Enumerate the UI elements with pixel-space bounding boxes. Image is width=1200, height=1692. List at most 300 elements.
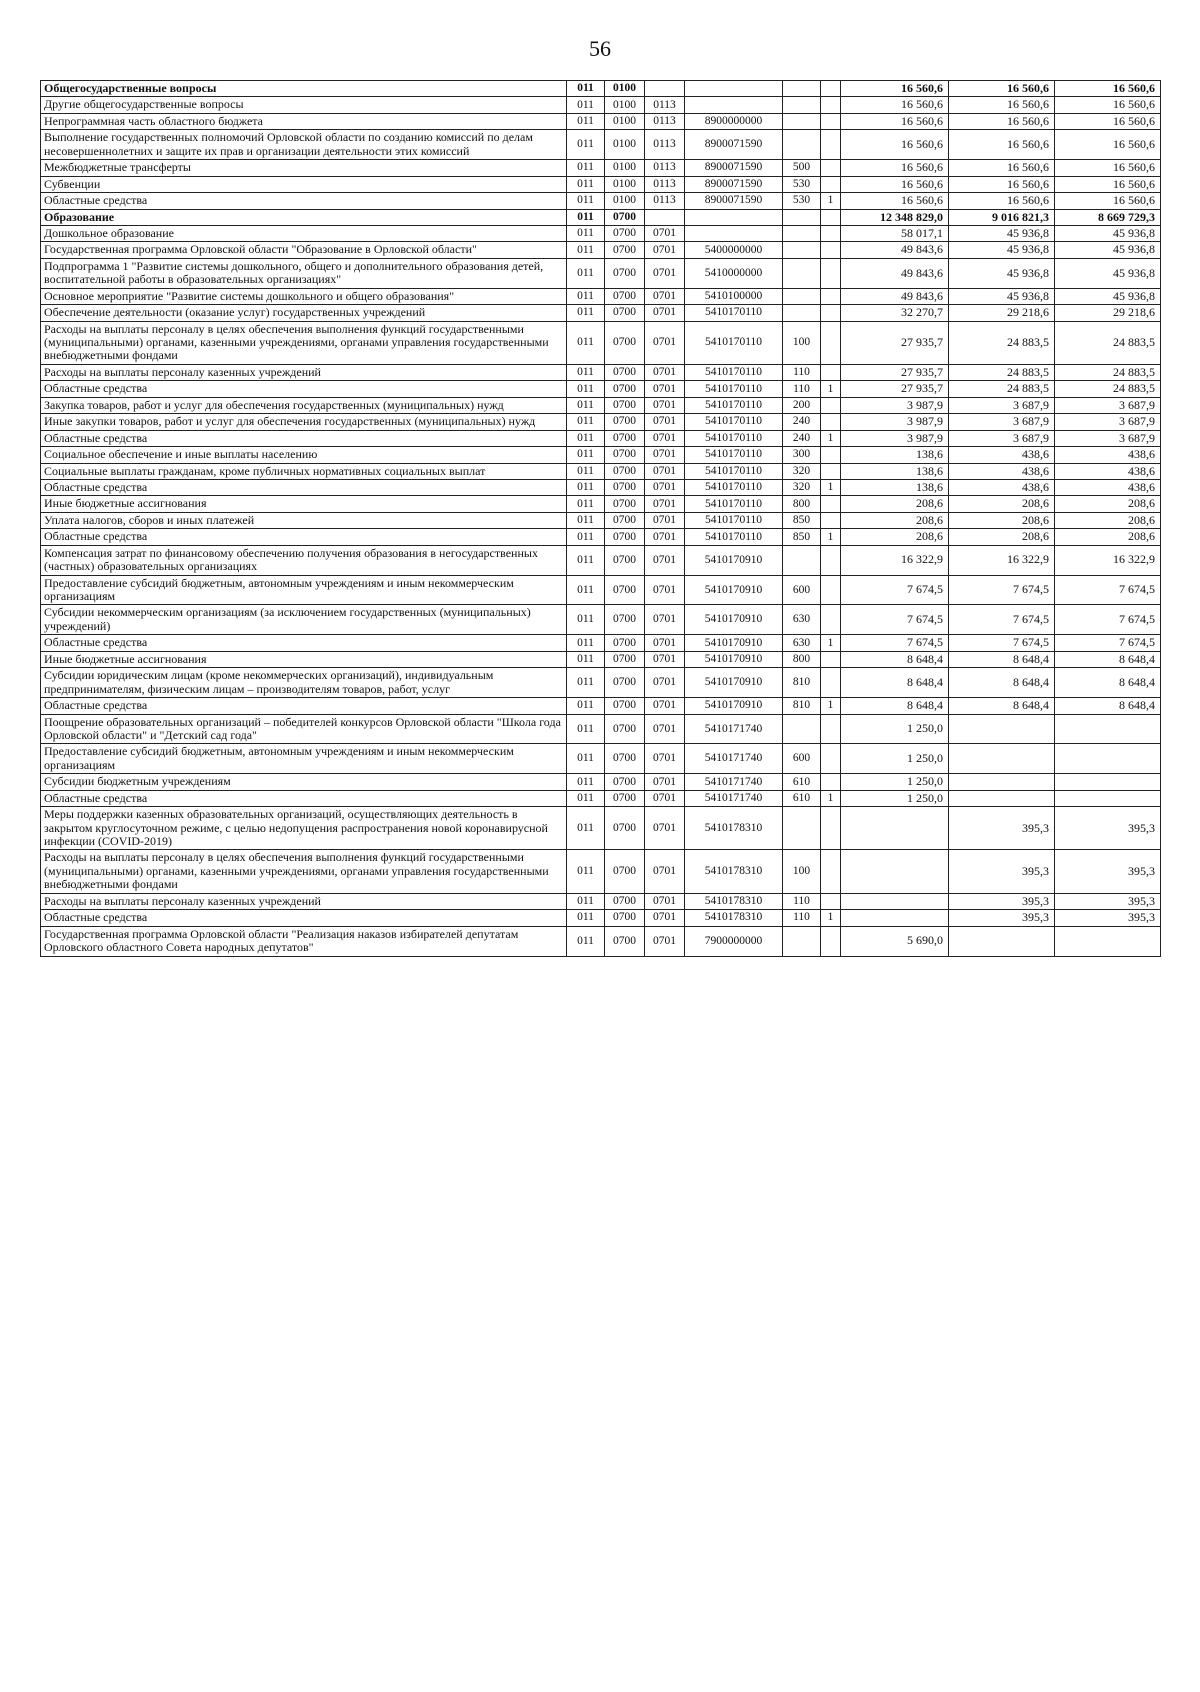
funding-source-code-cell [821,926,841,956]
section-code-cell: 0700 [605,397,645,413]
section-code-cell: 0700 [605,774,645,790]
amount-year-1-cell: 208,6 [841,496,949,512]
table-row [41,850,1161,893]
expense-type-code-cell: 320 [783,479,821,495]
amount-year-2-cell [949,774,1055,790]
expense-type-code-cell [783,807,821,850]
target-article-code-cell: 5400000000 [685,242,783,258]
amount-year-2-cell: 45 936,8 [949,242,1055,258]
amount-year-1-cell [841,893,949,909]
section-code-cell: 0700 [605,807,645,850]
funding-source-code-cell: 1 [821,635,841,651]
row-name-cell: Образование [41,209,567,225]
amount-year-3-cell [1055,714,1161,744]
amount-year-1-cell: 16 560,6 [841,193,949,209]
subsection-code-cell: 0701 [645,575,685,605]
expense-type-code-cell: 530 [783,193,821,209]
amount-year-3-cell: 438,6 [1055,463,1161,479]
table-row [41,305,1161,321]
amount-year-1-cell: 1 250,0 [841,714,949,744]
funding-source-code-cell [821,160,841,176]
amount-year-1-cell: 208,6 [841,529,949,545]
target-article-code-cell: 5410171740 [685,744,783,774]
expense-type-code-cell [783,97,821,113]
subsection-code-cell: 0701 [645,364,685,380]
expense-type-code-cell: 610 [783,774,821,790]
amount-year-3-cell: 16 560,6 [1055,130,1161,160]
expense-type-code-cell [783,258,821,288]
amount-year-2-cell: 3 687,9 [949,414,1055,430]
amount-year-3-cell: 395,3 [1055,910,1161,926]
expense-type-code-cell [783,288,821,304]
amount-year-2-cell: 395,3 [949,850,1055,893]
table-row [41,176,1161,192]
amount-year-3-cell: 208,6 [1055,512,1161,528]
grbs-code-cell: 011 [567,893,605,909]
section-code-cell: 0100 [605,193,645,209]
target-article-code-cell: 5410170910 [685,605,783,635]
grbs-code-cell: 011 [567,910,605,926]
amount-year-1-cell: 12 348 829,0 [841,209,949,225]
grbs-code-cell: 011 [567,790,605,806]
expense-type-code-cell: 630 [783,605,821,635]
section-code-cell: 0700 [605,605,645,635]
section-code-cell: 0100 [605,130,645,160]
subsection-code-cell: 0701 [645,910,685,926]
funding-source-code-cell: 1 [821,529,841,545]
amount-year-2-cell: 24 883,5 [949,321,1055,364]
amount-year-1-cell [841,910,949,926]
row-name-cell: Областные средства [41,529,567,545]
subsection-code-cell: 0701 [645,225,685,241]
amount-year-2-cell: 395,3 [949,910,1055,926]
funding-source-code-cell [821,893,841,909]
row-name-cell: Непрограммная часть областного бюджета [41,113,567,129]
table-row [41,414,1161,430]
table-row [41,193,1161,209]
table-row [41,774,1161,790]
table-row [41,698,1161,714]
grbs-code-cell: 011 [567,193,605,209]
table-row [41,113,1161,129]
amount-year-1-cell: 16 322,9 [841,545,949,575]
amount-year-2-cell: 8 648,4 [949,698,1055,714]
amount-year-1-cell: 58 017,1 [841,225,949,241]
section-code-cell: 0700 [605,305,645,321]
section-code-cell: 0700 [605,430,645,446]
budget-table-body [41,81,1161,957]
row-name-cell: Меры поддержки казенных образовательных организаций, осуществляющих деятельность в закрытом круглосуточном режиме, с целью недопущения распространения новой коронавирусной инфекции (COVID-2019) [41,807,567,850]
grbs-code-cell: 011 [567,512,605,528]
target-article-code-cell: 5410178310 [685,807,783,850]
amount-year-2-cell: 16 560,6 [949,193,1055,209]
amount-year-3-cell: 16 560,6 [1055,193,1161,209]
row-name-cell: Расходы на выплаты персоналу в целях обеспечения выполнения функций государственными (муниципальными) органами, казенными учреждениями, органами управления государственными внебюджетными фондами [41,321,567,364]
budget-table-container [40,80,1160,957]
subsection-code-cell: 0701 [645,414,685,430]
amount-year-1-cell: 8 648,4 [841,668,949,698]
table-row [41,635,1161,651]
amount-year-3-cell: 208,6 [1055,496,1161,512]
table-row [41,209,1161,225]
target-article-code-cell: 5410170910 [685,698,783,714]
row-name-cell: Выполнение государственных полномочий Орловской области по созданию комиссий по делам несовершеннолетних и защите их прав и организации деятельности этих комиссий [41,130,567,160]
table-row [41,714,1161,744]
row-name-cell: Областные средства [41,381,567,397]
amount-year-2-cell: 16 560,6 [949,113,1055,129]
funding-source-code-cell [821,288,841,304]
target-article-code-cell [685,97,783,113]
subsection-code-cell: 0701 [645,774,685,790]
amount-year-2-cell [949,714,1055,744]
section-code-cell: 0700 [605,288,645,304]
table-row [41,381,1161,397]
funding-source-code-cell [821,305,841,321]
funding-source-code-cell [821,850,841,893]
row-name-cell: Областные средства [41,193,567,209]
subsection-code-cell: 0701 [645,744,685,774]
expense-type-code-cell: 240 [783,430,821,446]
target-article-code-cell: 5410170910 [685,651,783,667]
grbs-code-cell: 011 [567,463,605,479]
table-row [41,575,1161,605]
amount-year-1-cell: 27 935,7 [841,364,949,380]
target-article-code-cell: 5410170110 [685,364,783,380]
amount-year-1-cell: 7 674,5 [841,575,949,605]
subsection-code-cell: 0701 [645,447,685,463]
amount-year-1-cell: 49 843,6 [841,258,949,288]
subsection-code-cell: 0701 [645,479,685,495]
grbs-code-cell: 011 [567,381,605,397]
section-code-cell: 0100 [605,97,645,113]
section-code-cell: 0700 [605,545,645,575]
subsection-code-cell: 0701 [645,893,685,909]
amount-year-1-cell: 138,6 [841,463,949,479]
amount-year-3-cell: 395,3 [1055,850,1161,893]
expense-type-code-cell: 810 [783,698,821,714]
amount-year-2-cell: 438,6 [949,447,1055,463]
row-name-cell: Предоставление субсидий бюджетным, автономным учреждениям и иным некоммерческим организациям [41,744,567,774]
target-article-code-cell: 5410170110 [685,397,783,413]
grbs-code-cell: 011 [567,635,605,651]
funding-source-code-cell [821,113,841,129]
amount-year-3-cell: 8 648,4 [1055,668,1161,698]
section-code-cell: 0100 [605,160,645,176]
target-article-code-cell: 7900000000 [685,926,783,956]
amount-year-2-cell: 16 322,9 [949,545,1055,575]
grbs-code-cell: 011 [567,176,605,192]
grbs-code-cell: 011 [567,575,605,605]
grbs-code-cell: 011 [567,305,605,321]
expense-type-code-cell: 240 [783,414,821,430]
row-name-cell: Общегосударственные вопросы [41,81,567,97]
target-article-code-cell: 5410170110 [685,496,783,512]
amount-year-3-cell: 3 687,9 [1055,397,1161,413]
section-code-cell: 0100 [605,176,645,192]
amount-year-1-cell: 3 987,9 [841,414,949,430]
table-row [41,893,1161,909]
section-code-cell: 0100 [605,81,645,97]
subsection-code-cell: 0701 [645,668,685,698]
section-code-cell: 0700 [605,479,645,495]
funding-source-code-cell [821,744,841,774]
table-row [41,81,1161,97]
amount-year-2-cell: 395,3 [949,807,1055,850]
amount-year-3-cell: 8 669 729,3 [1055,209,1161,225]
funding-source-code-cell [821,651,841,667]
subsection-code-cell [645,209,685,225]
row-name-cell: Субсидии бюджетным учреждениям [41,774,567,790]
table-row [41,130,1161,160]
table-row [41,668,1161,698]
funding-source-code-cell: 1 [821,479,841,495]
grbs-code-cell: 011 [567,545,605,575]
section-code-cell: 0700 [605,575,645,605]
funding-source-code-cell [821,97,841,113]
table-row [41,744,1161,774]
funding-source-code-cell [821,321,841,364]
row-name-cell: Областные средства [41,479,567,495]
expense-type-code-cell: 100 [783,850,821,893]
target-article-code-cell: 8900000000 [685,113,783,129]
amount-year-1-cell: 49 843,6 [841,288,949,304]
target-article-code-cell: 5410171740 [685,774,783,790]
expense-type-code-cell: 810 [783,668,821,698]
funding-source-code-cell [821,130,841,160]
grbs-code-cell: 011 [567,209,605,225]
row-name-cell: Компенсация затрат по финансовому обеспечению получения образования в негосударственных (частных) образовательных организациях [41,545,567,575]
section-code-cell: 0700 [605,790,645,806]
subsection-code-cell: 0701 [645,258,685,288]
grbs-code-cell: 011 [567,668,605,698]
target-article-code-cell: 5410100000 [685,288,783,304]
amount-year-2-cell: 45 936,8 [949,225,1055,241]
subsection-code-cell: 0701 [645,496,685,512]
target-article-code-cell [685,81,783,97]
table-row [41,364,1161,380]
table-row [41,447,1161,463]
section-code-cell: 0700 [605,698,645,714]
target-article-code-cell [685,225,783,241]
expense-type-code-cell: 110 [783,910,821,926]
expense-type-code-cell: 110 [783,364,821,380]
amount-year-2-cell: 208,6 [949,512,1055,528]
target-article-code-cell: 5410171740 [685,790,783,806]
subsection-code-cell: 0113 [645,160,685,176]
subsection-code-cell: 0113 [645,130,685,160]
expense-type-code-cell: 630 [783,635,821,651]
amount-year-1-cell: 16 560,6 [841,160,949,176]
table-row [41,496,1161,512]
section-code-cell: 0100 [605,113,645,129]
subsection-code-cell: 0701 [645,242,685,258]
table-row [41,288,1161,304]
subsection-code-cell: 0701 [645,381,685,397]
section-code-cell: 0700 [605,381,645,397]
funding-source-code-cell [821,807,841,850]
grbs-code-cell: 011 [567,81,605,97]
target-article-code-cell: 5410178310 [685,850,783,893]
grbs-code-cell: 011 [567,714,605,744]
table-row [41,321,1161,364]
section-code-cell: 0700 [605,225,645,241]
row-name-cell: Поощрение образовательных организаций – победителей конкурсов Орловской области "Школа года Орловской области" и "Детский сад года" [41,714,567,744]
amount-year-1-cell: 138,6 [841,479,949,495]
table-row [41,790,1161,806]
grbs-code-cell: 011 [567,258,605,288]
table-row [41,910,1161,926]
subsection-code-cell: 0701 [645,321,685,364]
amount-year-2-cell: 8 648,4 [949,668,1055,698]
amount-year-1-cell: 16 560,6 [841,97,949,113]
expense-type-code-cell [783,305,821,321]
amount-year-3-cell: 24 883,5 [1055,364,1161,380]
target-article-code-cell: 8900071590 [685,160,783,176]
amount-year-2-cell [949,790,1055,806]
grbs-code-cell: 011 [567,447,605,463]
subsection-code-cell: 0113 [645,113,685,129]
row-name-cell: Областные средства [41,910,567,926]
target-article-code-cell: 5410000000 [685,258,783,288]
funding-source-code-cell [821,447,841,463]
table-row [41,651,1161,667]
target-article-code-cell: 5410170110 [685,414,783,430]
row-name-cell: Расходы на выплаты персоналу казенных учреждений [41,364,567,380]
amount-year-1-cell: 3 987,9 [841,430,949,446]
expense-type-code-cell [783,130,821,160]
subsection-code-cell [645,81,685,97]
amount-year-2-cell: 3 687,9 [949,397,1055,413]
target-article-code-cell: 5410170910 [685,575,783,605]
amount-year-2-cell [949,926,1055,956]
funding-source-code-cell [821,512,841,528]
target-article-code-cell: 5410171740 [685,714,783,744]
amount-year-1-cell [841,807,949,850]
row-name-cell: Иные бюджетные ассигнования [41,496,567,512]
amount-year-3-cell: 3 687,9 [1055,430,1161,446]
amount-year-2-cell: 395,3 [949,893,1055,909]
expense-type-code-cell: 610 [783,790,821,806]
expense-type-code-cell: 200 [783,397,821,413]
row-name-cell: Субсидии некоммерческим организациям (за исключением государственных (муниципальных) учреждений) [41,605,567,635]
amount-year-3-cell: 16 560,6 [1055,160,1161,176]
target-article-code-cell: 8900071590 [685,130,783,160]
table-row [41,430,1161,446]
amount-year-2-cell: 16 560,6 [949,130,1055,160]
funding-source-code-cell [821,397,841,413]
amount-year-3-cell: 16 560,6 [1055,113,1161,129]
table-row [41,512,1161,528]
subsection-code-cell: 0701 [645,698,685,714]
amount-year-3-cell [1055,790,1161,806]
grbs-code-cell: 011 [567,97,605,113]
subsection-code-cell: 0701 [645,305,685,321]
amount-year-3-cell: 45 936,8 [1055,288,1161,304]
grbs-code-cell: 011 [567,130,605,160]
amount-year-3-cell [1055,774,1161,790]
section-code-cell: 0700 [605,714,645,744]
amount-year-2-cell: 208,6 [949,496,1055,512]
amount-year-3-cell: 24 883,5 [1055,321,1161,364]
expense-type-code-cell: 320 [783,463,821,479]
amount-year-1-cell: 16 560,6 [841,130,949,160]
section-code-cell: 0700 [605,529,645,545]
amount-year-3-cell: 29 218,6 [1055,305,1161,321]
target-article-code-cell: 5410170110 [685,529,783,545]
table-row [41,242,1161,258]
funding-source-code-cell [821,496,841,512]
row-name-cell: Субвенции [41,176,567,192]
expense-type-code-cell [783,242,821,258]
row-name-cell: Государственная программа Орловской области "Образование в Орловской области" [41,242,567,258]
target-article-code-cell [685,209,783,225]
expense-type-code-cell [783,81,821,97]
amount-year-2-cell: 45 936,8 [949,258,1055,288]
row-name-cell: Межбюджетные трансферты [41,160,567,176]
funding-source-code-cell [821,545,841,575]
amount-year-1-cell: 3 987,9 [841,397,949,413]
amount-year-2-cell: 29 218,6 [949,305,1055,321]
row-name-cell: Другие общегосударственные вопросы [41,97,567,113]
subsection-code-cell: 0701 [645,430,685,446]
amount-year-2-cell: 16 560,6 [949,81,1055,97]
expense-type-code-cell: 800 [783,651,821,667]
grbs-code-cell: 011 [567,414,605,430]
amount-year-1-cell: 8 648,4 [841,698,949,714]
row-name-cell: Закупка товаров, работ и услуг для обеспечения государственных (муниципальных) нужд [41,397,567,413]
table-row [41,529,1161,545]
subsection-code-cell: 0701 [645,850,685,893]
funding-source-code-cell: 1 [821,381,841,397]
expense-type-code-cell [783,209,821,225]
funding-source-code-cell [821,714,841,744]
funding-source-code-cell [821,668,841,698]
table-row [41,397,1161,413]
table-row [41,225,1161,241]
target-article-code-cell: 5410170110 [685,447,783,463]
row-name-cell: Иные бюджетные ассигнования [41,651,567,667]
amount-year-2-cell: 7 674,5 [949,575,1055,605]
budget-table [40,80,1161,957]
row-name-cell: Субсидии юридическим лицам (кроме некоммерческих организаций), индивидуальным предпринимателям, физическим лицам – производителям товаров, работ, услуг [41,668,567,698]
funding-source-code-cell: 1 [821,698,841,714]
grbs-code-cell: 011 [567,397,605,413]
row-name-cell: Обеспечение деятельности (оказание услуг) государственных учреждений [41,305,567,321]
target-article-code-cell: 5410170110 [685,479,783,495]
amount-year-1-cell: 7 674,5 [841,635,949,651]
row-name-cell: Предоставление субсидий бюджетным, автономным учреждениям и иным некоммерческим организациям [41,575,567,605]
amount-year-3-cell: 438,6 [1055,479,1161,495]
target-article-code-cell: 5410178310 [685,910,783,926]
expense-type-code-cell [783,225,821,241]
funding-source-code-cell: 1 [821,430,841,446]
section-code-cell: 0700 [605,364,645,380]
table-row [41,97,1161,113]
amount-year-3-cell: 438,6 [1055,447,1161,463]
page-number: 56 [589,36,611,61]
grbs-code-cell: 011 [567,926,605,956]
amount-year-1-cell: 27 935,7 [841,321,949,364]
funding-source-code-cell: 1 [821,910,841,926]
amount-year-1-cell: 7 674,5 [841,605,949,635]
section-code-cell: 0700 [605,258,645,288]
grbs-code-cell: 011 [567,807,605,850]
grbs-code-cell: 011 [567,113,605,129]
amount-year-3-cell [1055,744,1161,774]
funding-source-code-cell [821,414,841,430]
amount-year-3-cell: 3 687,9 [1055,414,1161,430]
expense-type-code-cell: 100 [783,321,821,364]
